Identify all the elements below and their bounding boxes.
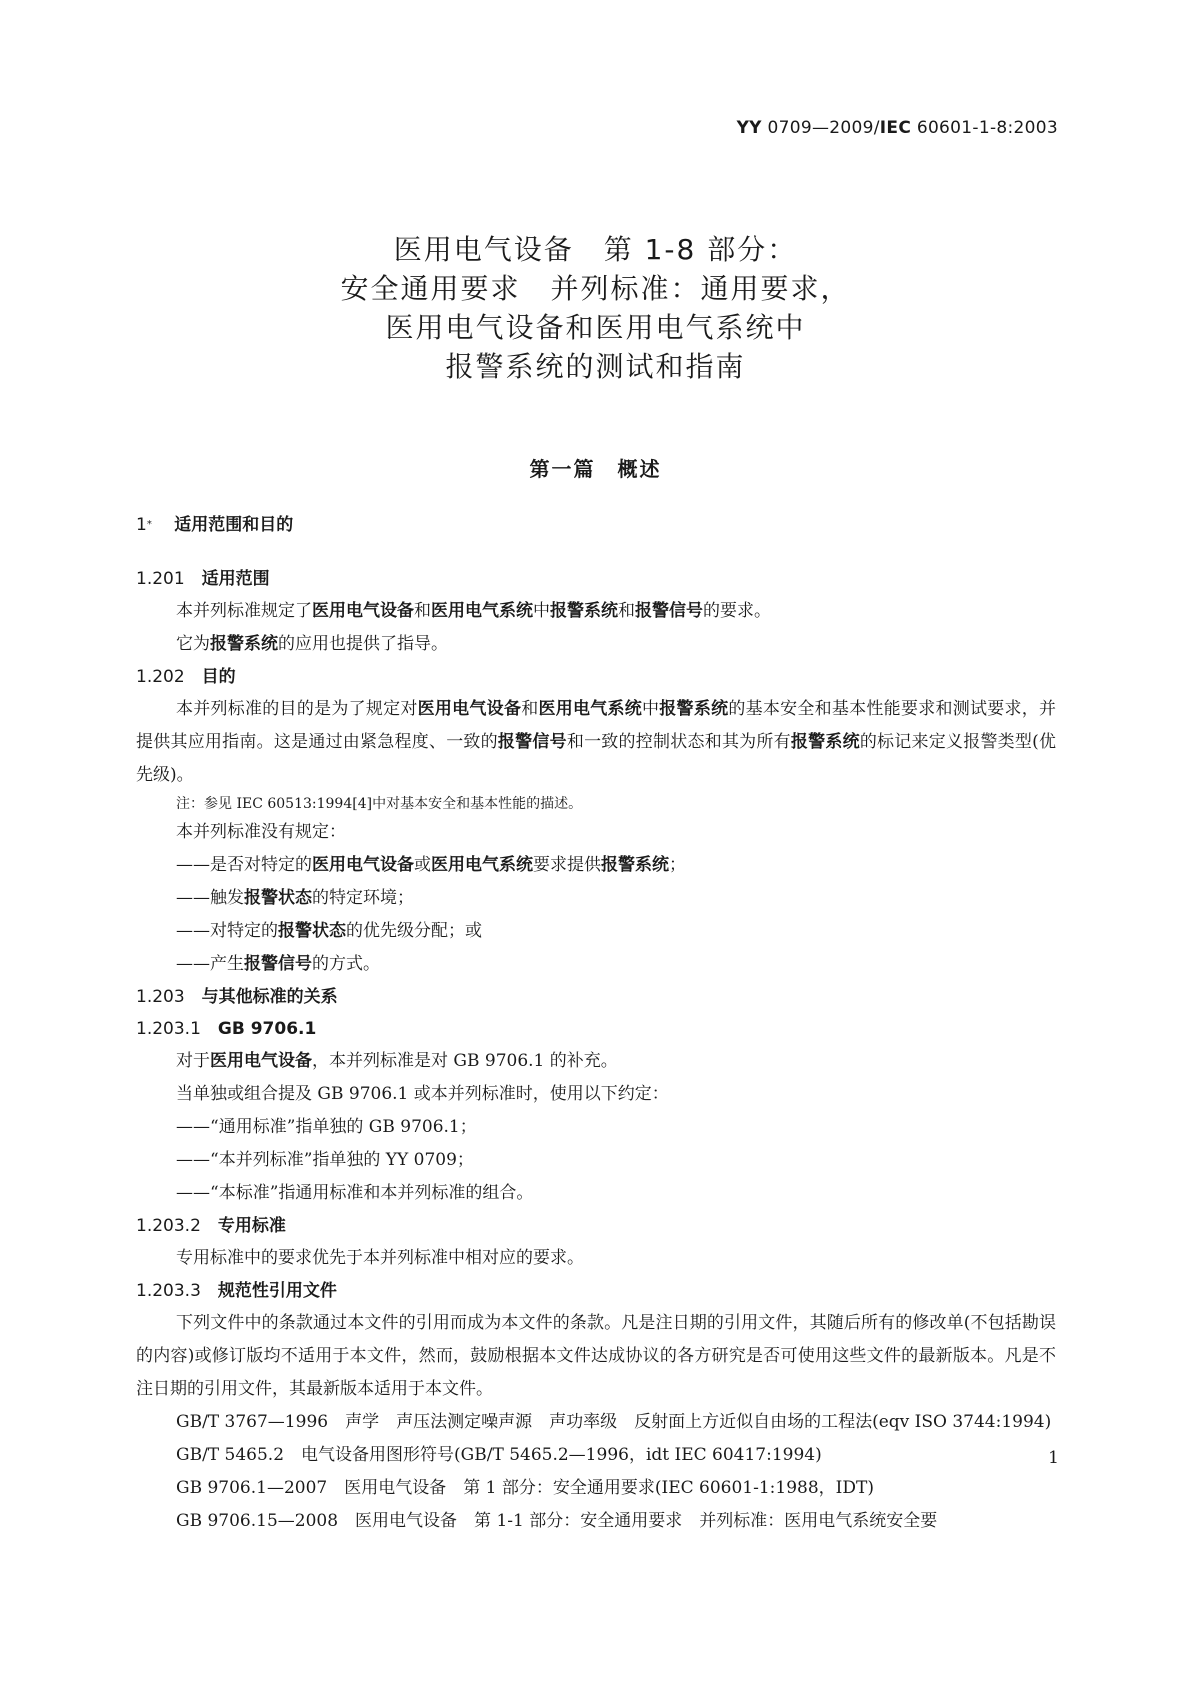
dash-item: ——“本并列标准”指单独的 YY 0709； (176, 1150, 474, 1170)
defined-term: 医用电气设备 (312, 601, 414, 621)
text-run: 的标记来定义报警类型(优先级)。 (136, 732, 1057, 785)
text-run: 的要求。 (703, 601, 771, 621)
clause-1-heading (136, 513, 1056, 537)
clause-mark: * (146, 519, 152, 530)
section-12031-heading (136, 1013, 1056, 1045)
defined-term: 报警系统 (790, 732, 860, 752)
section-1202-para-2: 本并列标准没有规定： (176, 822, 346, 842)
text-run: 本并列标准的目的是为了规定对 (176, 699, 418, 719)
defined-term: 报警信号 (497, 732, 567, 752)
text-run: ——是否对特定的 (176, 855, 312, 875)
section-number: 1.203.3 (136, 1281, 201, 1301)
section-12033-para-1: 下列文件中的条款通过本文件的引用而成为本文件的条款。凡是注日期的引用文件，其随后所有的修改单(不包括勘误的内容)或修订版均不适用于本文件，然而，鼓励根据本文件达成协议的各方研究是否可使用这些文件的最新版本。凡是不注日期的引用文件，其最新版本适用于本文件。 (136, 1313, 1056, 1399)
text-run: ，本并列标准是对 GB 9706.1 的补充。 (312, 1051, 618, 1071)
defined-term: 报警系统 (659, 699, 729, 719)
text-run: 和一致的控制状态和其为所有 (566, 732, 791, 752)
text-run: 它为 (176, 634, 210, 654)
section-title: 规范性引用文件 (217, 1281, 337, 1301)
text-run: 本并列标准规定了 (176, 601, 312, 621)
title-line-3: 医用电气设备和医用电气系统中 (385, 311, 806, 344)
section-number: 1.203.2 (136, 1216, 201, 1236)
section-number: 1.203.1 (136, 1019, 201, 1039)
document-body (136, 513, 1056, 1538)
text-run: ——对特定的 (176, 921, 278, 941)
title-line-2: 安全通用要求 并列标准：通用要求， (340, 272, 851, 305)
defined-term: 报警系统 (601, 855, 669, 875)
text-run: 或 (414, 855, 431, 875)
dash-item (136, 948, 1056, 981)
text-run: 的方式。 (312, 954, 380, 974)
text-run: 和 (521, 699, 539, 719)
reference-item: GB 9706.1—2007 医用电气设备 第 1 部分：安全通用要求(IEC 60601-1:1988，IDT) (176, 1478, 874, 1498)
section-number: 1.202 (136, 667, 185, 687)
section-title: 专用标准 (217, 1216, 286, 1236)
defined-term: 报警系统 (550, 601, 618, 621)
text-run: 的特定环境； (312, 888, 414, 908)
section-title: 与其他标准的关系 (201, 987, 338, 1007)
section-12031-para-1 (136, 1045, 1056, 1078)
clause-number: 1 (136, 515, 147, 535)
part-heading: 第一篇 概述 (529, 457, 662, 481)
dash-item (136, 882, 1056, 915)
defined-term: 医用电气系统 (431, 855, 533, 875)
title-line-4: 报警系统的测试和指南 (445, 350, 746, 383)
section-12031-para-2: 当单独或组合提及 GB 9706.1 或本并列标准时，使用以下约定： (176, 1084, 669, 1104)
dash-item (136, 915, 1056, 948)
dash-item: ——“通用标准”指单独的 GB 9706.1； (176, 1117, 477, 1137)
clause-title: 适用范围和目的 (174, 515, 294, 535)
document-code (737, 118, 1058, 138)
defined-term: 医用电气设备 (417, 699, 522, 719)
section-1202-heading (136, 661, 1056, 693)
code-yy: YY (736, 118, 762, 138)
text-run: 和 (414, 601, 431, 621)
section-1201-heading (136, 563, 1056, 595)
section-title: 适用范围 (201, 569, 270, 589)
defined-term: 医用电气系统 (431, 601, 533, 621)
section-1202-note: 注：参见 IEC 60513:1994[4]中对基本安全和基本性能的描述。 (176, 796, 583, 812)
text-run: 和 (618, 601, 635, 621)
text-run: 的优先级分配；或 (346, 921, 482, 941)
section-1203-heading (136, 981, 1056, 1013)
defined-term: 医用电气设备 (210, 1051, 312, 1071)
title-line-1: 医用电气设备 第 1-8 部分： (393, 233, 798, 266)
text-run: ——产生 (176, 954, 244, 974)
page-number: 1 (1048, 1448, 1059, 1468)
text-run: 对于 (176, 1051, 210, 1071)
defined-term: 医用电气设备 (312, 855, 414, 875)
text-run: 的应用也提供了指导。 (278, 634, 448, 654)
reference-item: GB/T 3767—1996 声学 声压法测定噪声源 声功率级 反射面上方近似自由场的工程法(eqv ISO 3744:1994) (176, 1412, 1052, 1432)
section-12032-para-1: 专用标准中的要求优先于本并列标准中相对应的要求。 (176, 1248, 584, 1268)
code-iec: IEC (879, 118, 912, 138)
defined-term: 报警系统 (210, 634, 278, 654)
code-number: 0709—2009/ (767, 118, 880, 138)
defined-term: 报警状态 (278, 921, 346, 941)
defined-term: 报警信号 (244, 954, 312, 974)
document-title (0, 230, 1191, 386)
section-number: 1.201 (136, 569, 185, 589)
dash-item: ——“本标准”指通用标准和本并列标准的组合。 (176, 1183, 534, 1203)
section-title: 目的 (201, 667, 236, 687)
section-12033-heading (136, 1275, 1056, 1307)
text-run: 要求提供 (533, 855, 601, 875)
dash-item (136, 849, 1056, 882)
section-1202-para-1 (136, 693, 1056, 792)
text-run: 的基本安全和基本性能要求和测试要求，并提供其应用指南。这是通过由紧急程度、一致的 (136, 699, 1057, 752)
defined-term: 报警信号 (635, 601, 703, 621)
section-12032-heading (136, 1210, 1056, 1242)
code-iec-number: 60601-1-8:2003 (916, 118, 1058, 138)
reference-item: GB 9706.15—2008 医用电气设备 第 1-1 部分：安全通用要求 并列标准：医用电气系统安全要 (176, 1511, 938, 1531)
text-run: 中 (533, 601, 550, 621)
reference-item: GB/T 5465.2 电气设备用图形符号(GB/T 5465.2—1996，idt IEC 60417:1994) (176, 1445, 822, 1465)
text-run: ； (669, 855, 686, 875)
section-number: 1.203 (136, 987, 185, 1007)
defined-term: 医用电气系统 (538, 699, 643, 719)
defined-term: 报警状态 (244, 888, 312, 908)
text-run: 中 (642, 699, 660, 719)
text-run: ——触发 (176, 888, 244, 908)
section-1201-para-1 (136, 595, 1056, 628)
section-title: GB 9706.1 (217, 1019, 317, 1039)
section-1201-para-2 (136, 628, 1056, 661)
